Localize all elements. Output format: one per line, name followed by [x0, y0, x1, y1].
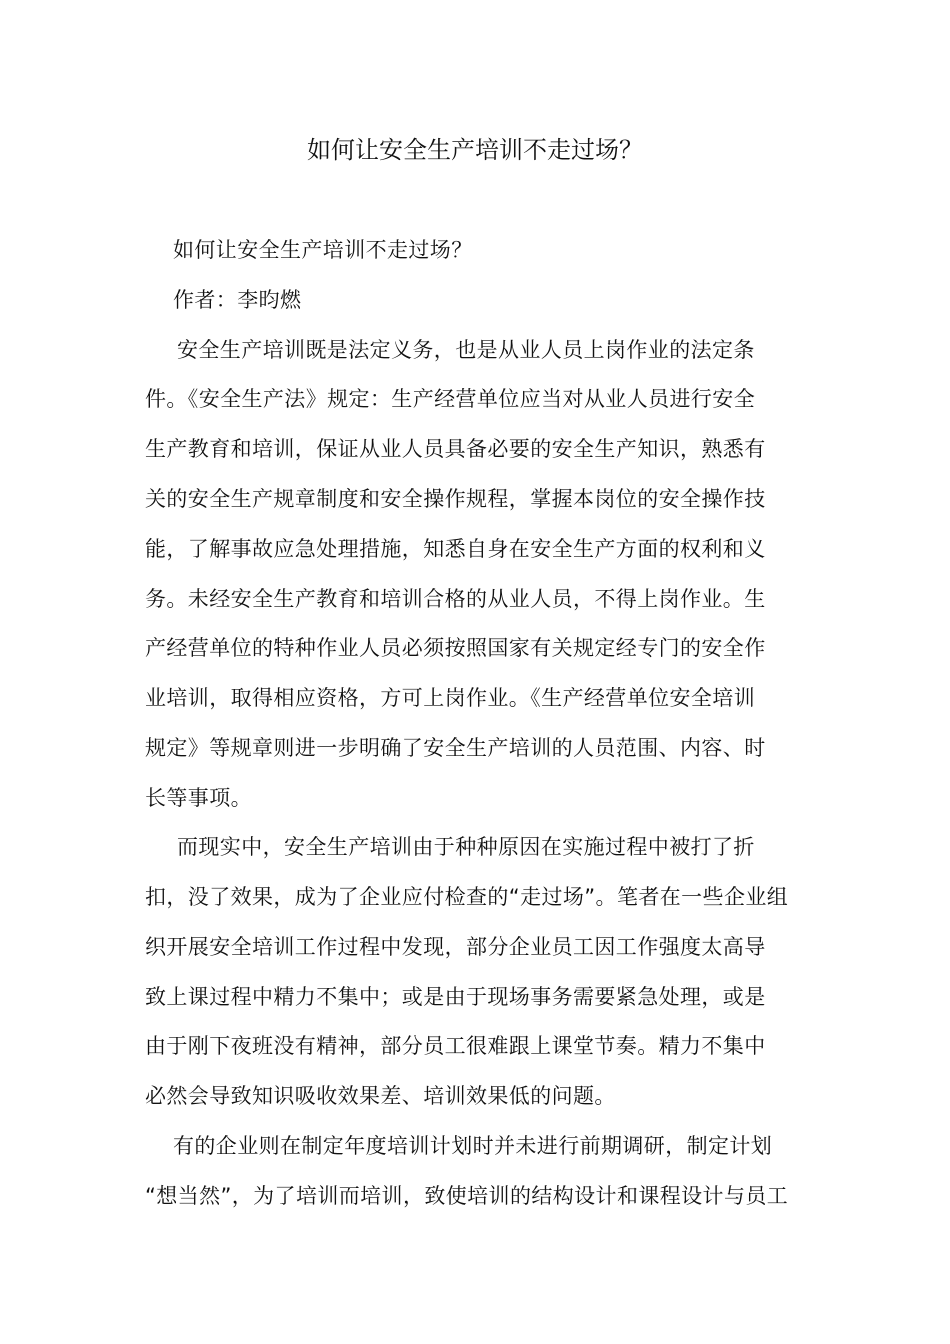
paragraph-line: 业培训，取得相应资格，方可上岗作业。《生产经营单位安全培训 — [145, 686, 756, 710]
paragraph-line: 由于刚下夜班没有精神，部分员工很难跟上课堂节奏。精力不集中 — [145, 1034, 766, 1058]
paragraph-line: 有的企业则在制定年度培训计划时并未进行前期调研，制定计划 — [173, 1134, 773, 1158]
paragraph-line: 安全生产培训既是法定义务，也是从业人员上岗作业的法定条 — [177, 338, 755, 362]
paragraph-line: 务。未经安全生产教育和培训合格的从业人员，不得上岗作业。生 — [145, 587, 766, 611]
paragraph-line: 关的安全生产规章制度和安全操作规程，掌握本岗位的安全操作技 — [145, 487, 766, 511]
paragraph-line: 件。《安全生产法》规定：生产经营单位应当对从业人员进行安全 — [145, 387, 756, 411]
paragraph-line: 能，了解事故应急处理措施，知悉自身在安全生产方面的权利和义 — [145, 537, 766, 561]
paragraph-line: 而现实中，安全生产培训由于种种原因在实施过程中被打了折 — [177, 835, 755, 859]
paragraph-line: 织开展安全培训工作过程中发现，部分企业员工因工作强度太高导 — [145, 935, 766, 959]
paragraph-line: 生产教育和培训，保证从业人员具备必要的安全生产知识，熟悉有 — [145, 437, 766, 461]
author-line: 作者：李昀燃 — [173, 288, 302, 312]
paragraph-line: 产经营单位的特种作业人员必须按照国家有关规定经专门的安全作 — [145, 636, 766, 660]
document-title: 如何让安全生产培训不走过场？ — [307, 136, 643, 164]
paragraph-line: 必然会导致知识吸收效果差、培训效果低的问题。 — [145, 1084, 616, 1108]
paragraph-line: 扣，没了效果，成为了企业应付检查的“走过场”。笔者在一些企业组 — [145, 885, 789, 909]
paragraph-line: 致上课过程中精力不集中；或是由于现场事务需要紧急处理，或是 — [145, 985, 766, 1009]
paragraph-line: 长等事项。 — [145, 786, 252, 810]
subtitle-line: 如何让安全生产培训不走过场？ — [173, 238, 473, 262]
paragraph-line: “想当然”，为了培训而培训，致使培训的结构设计和课程设计与员工 — [145, 1184, 789, 1208]
paragraph-line: 规定》等规章则进一步明确了安全生产培训的人员范围、内容、时 — [145, 736, 766, 760]
